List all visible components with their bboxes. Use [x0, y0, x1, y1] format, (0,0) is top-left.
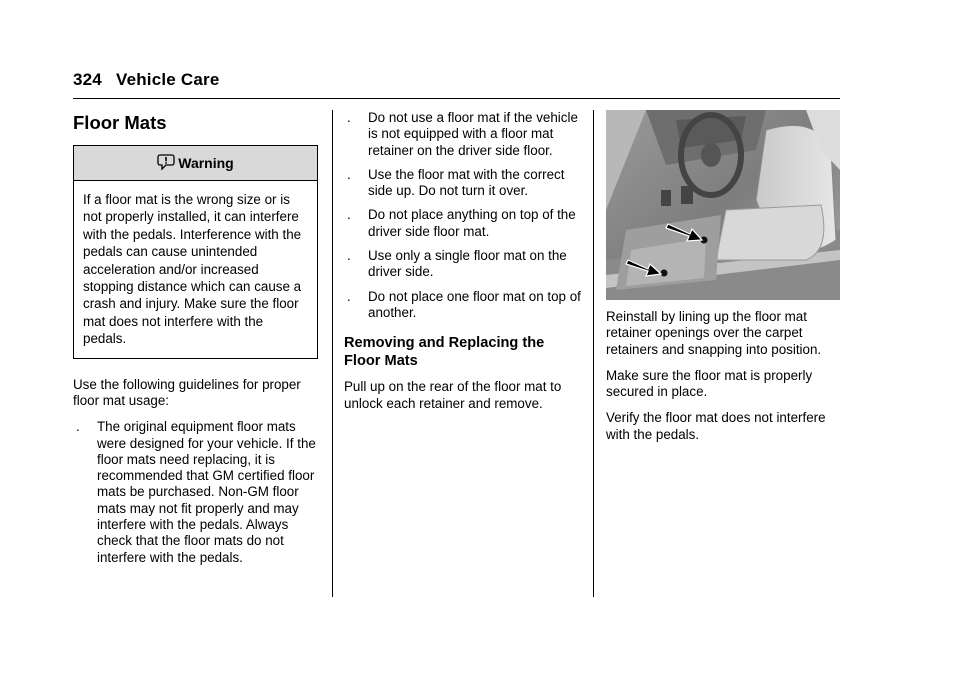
column-divider-right [593, 110, 594, 597]
list-item [73, 419, 319, 566]
list-item [344, 248, 584, 281]
list-item [344, 110, 584, 159]
warning-label: Warning [178, 154, 234, 171]
warning-text: If a floor mat is the wrong size or is not properly installed, it can interfere with the pedals. Interference with the pedals can cause unintended acceleration and/or increased stopping distance which can cause a crash and injury. Make sure the floor mat does not interfere with the pedals. [83, 192, 302, 347]
list-item-text: Use only a single floor mat on the driver side. [368, 248, 567, 280]
chapter-title: Vehicle Care [115, 70, 220, 89]
warning-header [74, 146, 317, 181]
list-item-text: Do not place anything on top of the driver side floor mat. [368, 207, 576, 239]
removing-text: Pull up on the rear of the floor mat to unlock each retainer and remove. [344, 379, 562, 411]
list-item-text: Use the floor mat with the correct side up. Do not turn it over. [368, 166, 565, 199]
page-header [73, 70, 220, 90]
warning-box [73, 145, 318, 359]
list-item [344, 167, 584, 200]
list-item-text: Do not use a floor mat if the vehicle is not equipped with a floor mat retainer on the driver side floor. [368, 110, 578, 158]
page-number: 324 [73, 70, 102, 89]
column-1 [73, 110, 319, 574]
list-item-text: The original equipment floor mats were designed for your vehicle. If the floor mats need replacing, it is recommended that GM certified floor mats be purchased. Non-GM floor mats may not fit properly and may interfere with the pedals. Always check that the floor mats do not interfere with the pedals. [97, 419, 316, 565]
section-title: Floor Mats [73, 112, 167, 133]
secure-text: Make sure the floor mat is properly secured in place. [606, 367, 813, 400]
list-item [344, 289, 584, 322]
bullet-mark: . [347, 110, 351, 125]
column-2 [344, 110, 584, 422]
reinstall-text: Reinstall by lining up the floor mat retainer openings over the carpet retainers and snapping into position. [606, 309, 822, 357]
column-divider-left [332, 110, 333, 597]
verify-text: Verify the floor mat does not interfere with the pedals. [606, 410, 826, 442]
header-rule [73, 98, 840, 99]
list-item [344, 207, 584, 240]
bullet-mark: . [347, 166, 351, 182]
bullet-mark: . [347, 207, 351, 223]
floor-mat-retainer-illustration [606, 110, 840, 300]
guideline-list [73, 419, 319, 566]
bullet-mark: . [347, 288, 351, 304]
column-3 [606, 110, 840, 453]
guideline-list-continued [344, 110, 584, 321]
warning-bubble-icon [157, 153, 175, 171]
bullet-mark: . [347, 248, 351, 264]
list-item-text: Do not place one floor mat on top of another. [368, 288, 581, 320]
subsection-heading: Removing and Replacing the Floor Mats [344, 335, 545, 370]
bullet-mark: . [76, 419, 80, 435]
intro-text: Use the following guidelines for proper floor mat usage: [73, 376, 301, 408]
